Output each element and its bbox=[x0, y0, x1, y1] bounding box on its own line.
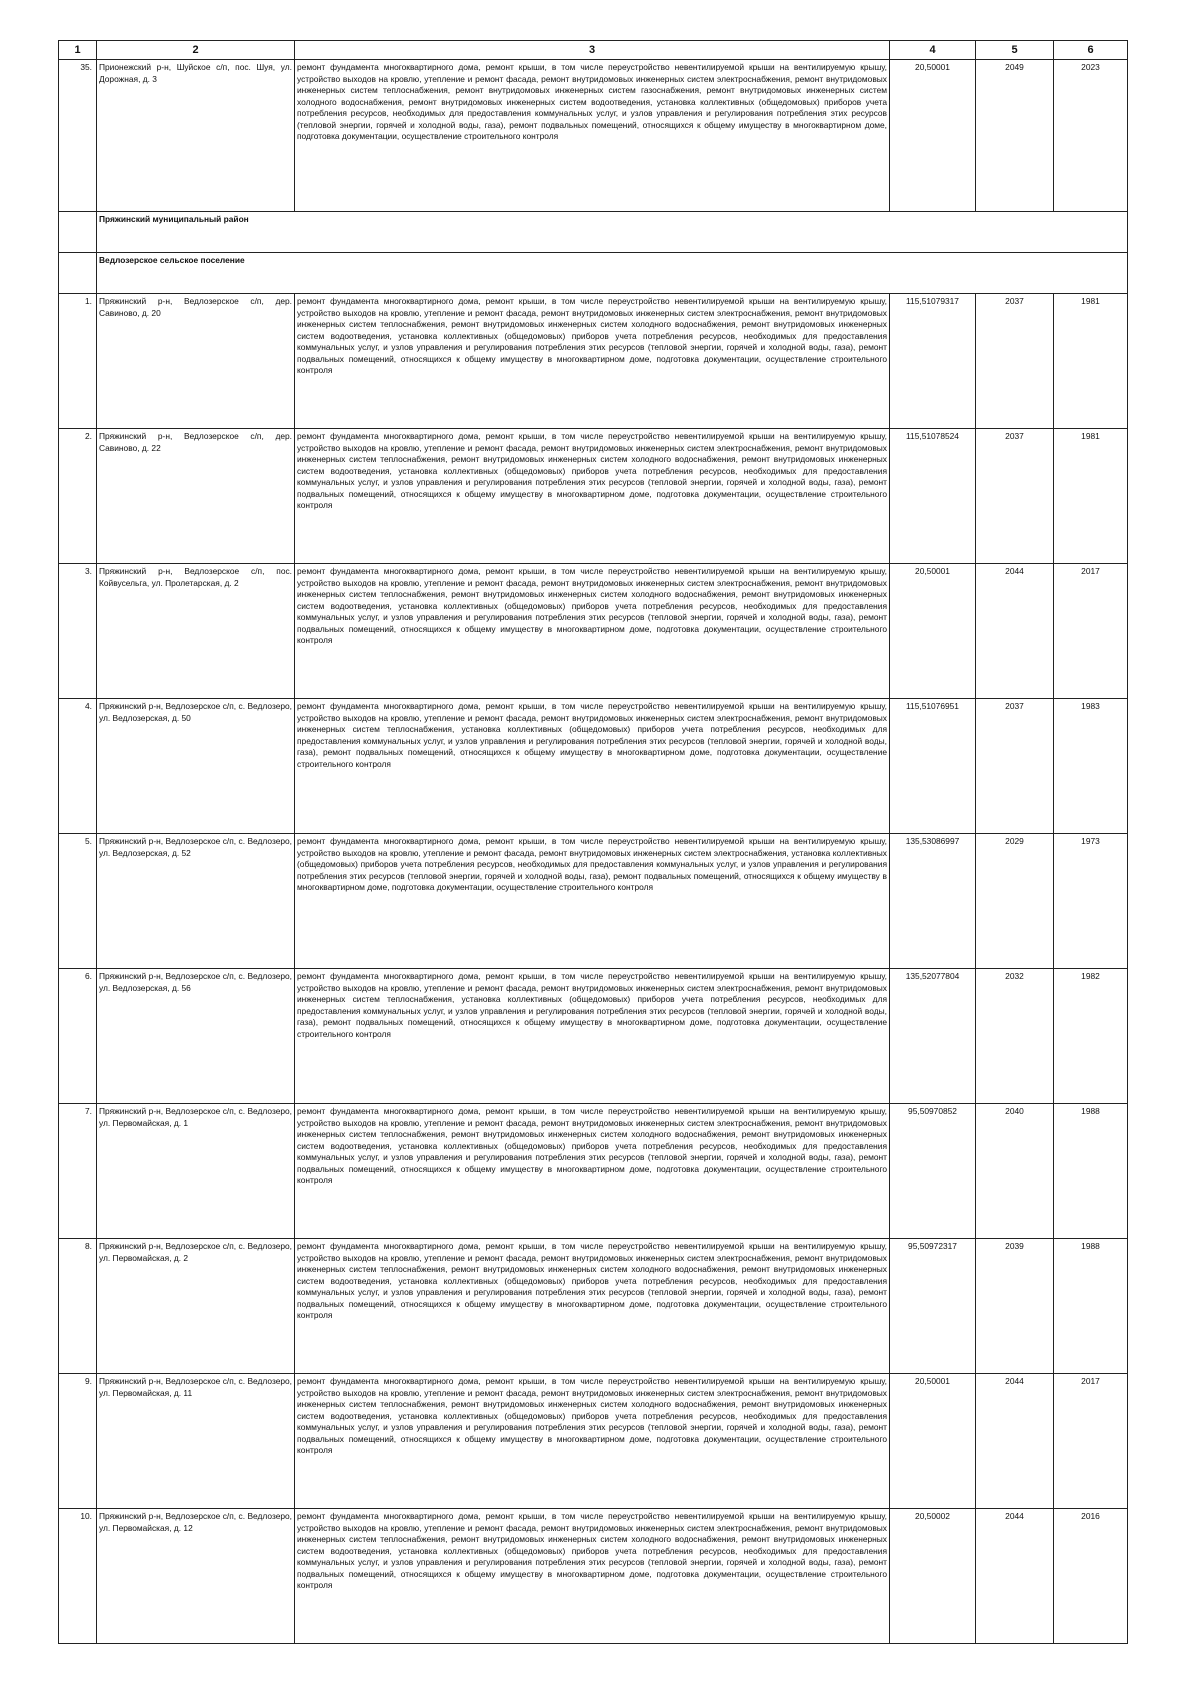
header-col-2: 2 bbox=[97, 41, 295, 60]
row-address: Прионежский р-н, Шуйское с/п, пос. Шуя, ул. Дорожная, д. 3 bbox=[97, 60, 295, 212]
section-row-settlement bbox=[59, 253, 1128, 294]
row-year-previous: 2016 bbox=[1054, 1509, 1128, 1644]
table-row bbox=[59, 429, 1128, 564]
row-year-previous: 2017 bbox=[1054, 1374, 1128, 1509]
row-year-planned: 2037 bbox=[976, 699, 1054, 834]
row-value: 20,50002 bbox=[890, 1509, 976, 1644]
row-year-previous: 1983 bbox=[1054, 699, 1128, 834]
row-number: 10. bbox=[59, 1509, 97, 1644]
table-row bbox=[59, 564, 1128, 699]
row-number: 6. bbox=[59, 969, 97, 1104]
row-works: ремонт фундамента многоквартирного дома, ремонт крыши, в том числе переустройство невентилируемой крыши на вентилируемую крышу, устройство выходов на кровлю, утепление и ремонт фасада, ремонт внутридомовых инженерных систем электроснабжения, ремонт внутридомовых инженерных систем теплоснабжения, ремонт внутридомовых инженерных систем холодного водоснабжения, ремонт внутридомовых инженерных систем водоотведения, установка коллективных (общедомовых) приборов учета потребления ресурсов, необходимых для предоставления коммунальных услуг, и узлов управления и регулирования потребления этих ресурсов (тепловой энергии, горячей и холодной воды, газа), ремонт подвальных помещений, относящихся к общему имуществу в многоквартирном доме, подготовка документации, осуществление строительного контроля bbox=[295, 1374, 890, 1509]
row-value: 95,50972317 bbox=[890, 1239, 976, 1374]
row-works: ремонт фундамента многоквартирного дома, ремонт крыши, в том числе переустройство невентилируемой крыши на вентилируемую крышу, устройство выходов на кровлю, утепление и ремонт фасада, ремонт внутридомовых инженерных систем электроснабжения, ремонт внутридомовых инженерных систем теплоснабжения, ремонт внутридомовых инженерных систем холодного водоснабжения, ремонт внутридомовых инженерных систем водоотведения, установка коллективных (общедомовых) приборов учета потребления ресурсов, необходимых для предоставления коммунальных услуг, и узлов управления и регулирования потребления этих ресурсов (тепловой энергии, горячей и холодной воды, газа), ремонт подвальных помещений, относящихся к общему имуществу в многоквартирном доме, подготовка документации, осуществление строительного контроля bbox=[295, 1509, 890, 1644]
row-address: Пряжинский р-н, Ведлозерское с/п, дер. Савиново, д. 20 bbox=[97, 294, 295, 429]
row-works: ремонт фундамента многоквартирного дома, ремонт крыши, в том числе переустройство невентилируемой крыши на вентилируемую крышу, устройство выходов на кровлю, утепление и ремонт фасада, ремонт внутридомовых инженерных систем электроснабжения, установка коллективных (общедомовых) приборов учета потребления ресурсов, необходимых для предоставления коммунальных услуг, и узлов управления и регулирования потребления этих ресурсов (тепловой энергии, горячей и холодной воды, газа), ремонт подвальных помещений, относящихся к общему имуществу в многоквартирном доме, подготовка документации, осуществление строительного контроля bbox=[295, 834, 890, 969]
row-number: 5. bbox=[59, 834, 97, 969]
row-year-previous: 1988 bbox=[1054, 1104, 1128, 1239]
row-works: ремонт фундамента многоквартирного дома, ремонт крыши, в том числе переустройство невентилируемой крыши на вентилируемую крышу, устройство выходов на кровлю, утепление и ремонт фасада, ремонт внутридомовых инженерных систем электроснабжения, ремонт внутридомовых инженерных систем теплоснабжения, ремонт внутридомовых инженерных систем газоснабжения, ремонт внутридомовых инженерных систем холодного водоснабжения, ремонт внутридомовых инженерных систем водоотведения, установка коллективных (общедомовых) приборов учета потребления ресурсов, необходимых для предоставления коммунальных услуг, и узлов управления и регулирования потребления этих ресурсов (тепловой энергии, горячей и холодной воды, газа), ремонт подвальных помещений, относящихся к общему имуществу в многоквартирном доме, подготовка документации, осуществление строительного контроля bbox=[295, 60, 890, 212]
row-address: Пряжинский р-н, Ведлозерское с/п, с. Ведлозеро, ул. Первомайская, д. 2 bbox=[97, 1239, 295, 1374]
row-works: ремонт фундамента многоквартирного дома, ремонт крыши, в том числе переустройство невентилируемой крыши на вентилируемую крышу, устройство выходов на кровлю, утепление и ремонт фасада, ремонт внутридомовых инженерных систем электроснабжения, ремонт внутридомовых инженерных систем теплоснабжения, установка коллективных (общедомовых) приборов учета потребления ресурсов, необходимых для предоставления коммунальных услуг, и узлов управления и регулирования потребления этих ресурсов (тепловой энергии, горячей и холодной воды, газа), ремонт подвальных помещений, относящихся к общему имуществу в многоквартирном доме, подготовка документации, осуществление строительного контроля bbox=[295, 969, 890, 1104]
row-address: Пряжинский р-н, Ведлозерское с/п, с. Ведлозеро, ул. Первомайская, д. 1 bbox=[97, 1104, 295, 1239]
header-col-6: 6 bbox=[1054, 41, 1128, 60]
table-row bbox=[59, 969, 1128, 1104]
row-number: 9. bbox=[59, 1374, 97, 1509]
table-row bbox=[59, 1374, 1128, 1509]
table-row bbox=[59, 1104, 1128, 1239]
header-col-4: 4 bbox=[890, 41, 976, 60]
row-value: 20,50001 bbox=[890, 60, 976, 212]
section-spacer bbox=[59, 253, 97, 294]
row-year-planned: 2032 bbox=[976, 969, 1054, 1104]
row-year-previous: 1981 bbox=[1054, 429, 1128, 564]
row-number: 2. bbox=[59, 429, 97, 564]
row-year-previous: 1982 bbox=[1054, 969, 1128, 1104]
table-row bbox=[59, 294, 1128, 429]
row-year-previous: 1981 bbox=[1054, 294, 1128, 429]
rows-body bbox=[59, 294, 1128, 1644]
section-spacer bbox=[59, 212, 97, 253]
row-value: 20,50001 bbox=[890, 564, 976, 699]
row-number: 3. bbox=[59, 564, 97, 699]
settlement-heading: Ведлозерское сельское поселение bbox=[97, 253, 1128, 294]
row-value: 115,51076951 bbox=[890, 699, 976, 834]
row-value: 115,51078524 bbox=[890, 429, 976, 564]
row-number: 7. bbox=[59, 1104, 97, 1239]
row-number: 1. bbox=[59, 294, 97, 429]
row-year-planned: 2044 bbox=[976, 564, 1054, 699]
row-address: Пряжинский р-н, Ведлозерское с/п, с. Ведлозеро, ул. Ведлозерская, д. 50 bbox=[97, 699, 295, 834]
row-value: 135,52077804 bbox=[890, 969, 976, 1104]
table-row bbox=[59, 834, 1128, 969]
row-year-previous: 2023 bbox=[1054, 60, 1128, 212]
row-works: ремонт фундамента многоквартирного дома, ремонт крыши, в том числе переустройство невентилируемой крыши на вентилируемую крышу, устройство выходов на кровлю, утепление и ремонт фасада, ремонт внутридомовых инженерных систем электроснабжения, ремонт внутридомовых инженерных систем теплоснабжения, ремонт внутридомовых инженерных систем холодного водоснабжения, ремонт внутридомовых инженерных систем водоотведения, установка коллективных (общедомовых) приборов учета потребления ресурсов, необходимых для предоставления коммунальных услуг, и узлов управления и регулирования потребления этих ресурсов (тепловой энергии, горячей и холодной воды, газа), ремонт подвальных помещений, относящихся к общему имуществу в многоквартирном доме, подготовка документации, осуществление строительного контроля bbox=[295, 294, 890, 429]
row-address: Пряжинский р-н, Ведлозерское с/п, с. Ведлозеро, ул. Ведлозерская, д. 56 bbox=[97, 969, 295, 1104]
row-address: Пряжинский р-н, Ведлозерское с/п, дер. Савиново, д. 22 bbox=[97, 429, 295, 564]
row-year-planned: 2040 bbox=[976, 1104, 1054, 1239]
row-year-previous: 1973 bbox=[1054, 834, 1128, 969]
row-value: 115,51079317 bbox=[890, 294, 976, 429]
row-number: 35. bbox=[59, 60, 97, 212]
table-row bbox=[59, 1239, 1128, 1374]
row-address: Пряжинский р-н, Ведлозерское с/п, с. Ведлозеро, ул. Первомайская, д. 12 bbox=[97, 1509, 295, 1644]
row-address: Пряжинский р-н, Ведлозерское с/п, с. Ведлозеро, ул. Первомайская, д. 11 bbox=[97, 1374, 295, 1509]
table-row bbox=[59, 60, 1128, 212]
header-col-1: 1 bbox=[59, 41, 97, 60]
section-row-district bbox=[59, 212, 1128, 253]
row-works: ремонт фундамента многоквартирного дома, ремонт крыши, в том числе переустройство невентилируемой крыши на вентилируемую крышу, устройство выходов на кровлю, утепление и ремонт фасада, ремонт внутридомовых инженерных систем электроснабжения, ремонт внутридомовых инженерных систем теплоснабжения, ремонт внутридомовых инженерных систем холодного водоснабжения, ремонт внутридомовых инженерных систем водоотведения, установка коллективных (общедомовых) приборов учета потребления ресурсов, необходимых для предоставления коммунальных услуг, и узлов управления и регулирования потребления этих ресурсов (тепловой энергии, горячей и холодной воды, газа), ремонт подвальных помещений, относящихся к общему имуществу в многоквартирном доме, подготовка документации, осуществление строительного контроля bbox=[295, 1239, 890, 1374]
row-works: ремонт фундамента многоквартирного дома, ремонт крыши, в том числе переустройство невентилируемой крыши на вентилируемую крышу, устройство выходов на кровлю, утепление и ремонт фасада, ремонт внутридомовых инженерных систем электроснабжения, ремонт внутридомовых инженерных систем теплоснабжения, ремонт внутридомовых инженерных систем холодного водоснабжения, ремонт внутридомовых инженерных систем водоотведения, установка коллективных (общедомовых) приборов учета потребления ресурсов, необходимых для предоставления коммунальных услуг, и узлов управления и регулирования потребления этих ресурсов (тепловой энергии, горячей и холодной воды, газа), ремонт подвальных помещений, относящихся к общему имуществу в многоквартирном доме, подготовка документации, осуществление строительного контроля bbox=[295, 429, 890, 564]
table-row bbox=[59, 1509, 1128, 1644]
row-value: 135,53086997 bbox=[890, 834, 976, 969]
row-year-planned: 2037 bbox=[976, 294, 1054, 429]
row-year-previous: 2017 bbox=[1054, 564, 1128, 699]
row-address: Пряжинский р-н, Ведлозерское с/п, с. Ведлозеро, ул. Ведлозерская, д. 52 bbox=[97, 834, 295, 969]
row-works: ремонт фундамента многоквартирного дома, ремонт крыши, в том числе переустройство невентилируемой крыши на вентилируемую крышу, устройство выходов на кровлю, утепление и ремонт фасада, ремонт внутридомовых инженерных систем электроснабжения, ремонт внутридомовых инженерных систем теплоснабжения, ремонт внутридомовых инженерных систем холодного водоснабжения, ремонт внутридомовых инженерных систем водоотведения, установка коллективных (общедомовых) приборов учета потребления ресурсов, необходимых для предоставления коммунальных услуг, и узлов управления и регулирования потребления этих ресурсов (тепловой энергии, горячей и холодной воды, газа), ремонт подвальных помещений, относящихся к общему имуществу в многоквартирном доме, подготовка документации, осуществление строительного контроля bbox=[295, 1104, 890, 1239]
row-address: Пряжинский р-н, Ведлозерское с/п, пос. Койвусельга, ул. Пролетарская, д. 2 bbox=[97, 564, 295, 699]
row-year-planned: 2049 bbox=[976, 60, 1054, 212]
header-col-5: 5 bbox=[976, 41, 1054, 60]
header-row bbox=[59, 41, 1128, 60]
capital-repair-table bbox=[58, 40, 1128, 1644]
row-works: ремонт фундамента многоквартирного дома, ремонт крыши, в том числе переустройство невентилируемой крыши на вентилируемую крышу, устройство выходов на кровлю, утепление и ремонт фасада, ремонт внутридомовых инженерных систем электроснабжения, ремонт внутридомовых инженерных систем теплоснабжения, установка коллективных (общедомовых) приборов учета потребления ресурсов, необходимых для предоставления коммунальных услуг, и узлов управления и регулирования потребления этих ресурсов (тепловой энергии, горячей и холодной воды, газа), ремонт подвальных помещений, относящихся к общему имуществу в многоквартирном доме, подготовка документации, осуществление строительного контроля bbox=[295, 699, 890, 834]
district-heading: Пряжинский муниципальный район bbox=[97, 212, 1128, 253]
row-works: ремонт фундамента многоквартирного дома, ремонт крыши, в том числе переустройство невентилируемой крыши на вентилируемую крышу, устройство выходов на кровлю, утепление и ремонт фасада, ремонт внутридомовых инженерных систем электроснабжения, ремонт внутридомовых инженерных систем теплоснабжения, ремонт внутридомовых инженерных систем холодного водоснабжения, ремонт внутридомовых инженерных систем водоотведения, установка коллективных (общедомовых) приборов учета потребления ресурсов, необходимых для предоставления коммунальных услуг, и узлов управления и регулирования потребления этих ресурсов (тепловой энергии, горячей и холодной воды, газа), ремонт подвальных помещений, относящихся к общему имуществу в многоквартирном доме, подготовка документации, осуществление строительного контроля bbox=[295, 564, 890, 699]
row-year-previous: 1988 bbox=[1054, 1239, 1128, 1374]
header-col-3: 3 bbox=[295, 41, 890, 60]
row-year-planned: 2037 bbox=[976, 429, 1054, 564]
row-number: 8. bbox=[59, 1239, 97, 1374]
row-value: 95,50970852 bbox=[890, 1104, 976, 1239]
row-value: 20,50001 bbox=[890, 1374, 976, 1509]
row-year-planned: 2044 bbox=[976, 1374, 1054, 1509]
row-number: 4. bbox=[59, 699, 97, 834]
table-row bbox=[59, 699, 1128, 834]
row-year-planned: 2044 bbox=[976, 1509, 1054, 1644]
row-year-planned: 2039 bbox=[976, 1239, 1054, 1374]
row-year-planned: 2029 bbox=[976, 834, 1054, 969]
